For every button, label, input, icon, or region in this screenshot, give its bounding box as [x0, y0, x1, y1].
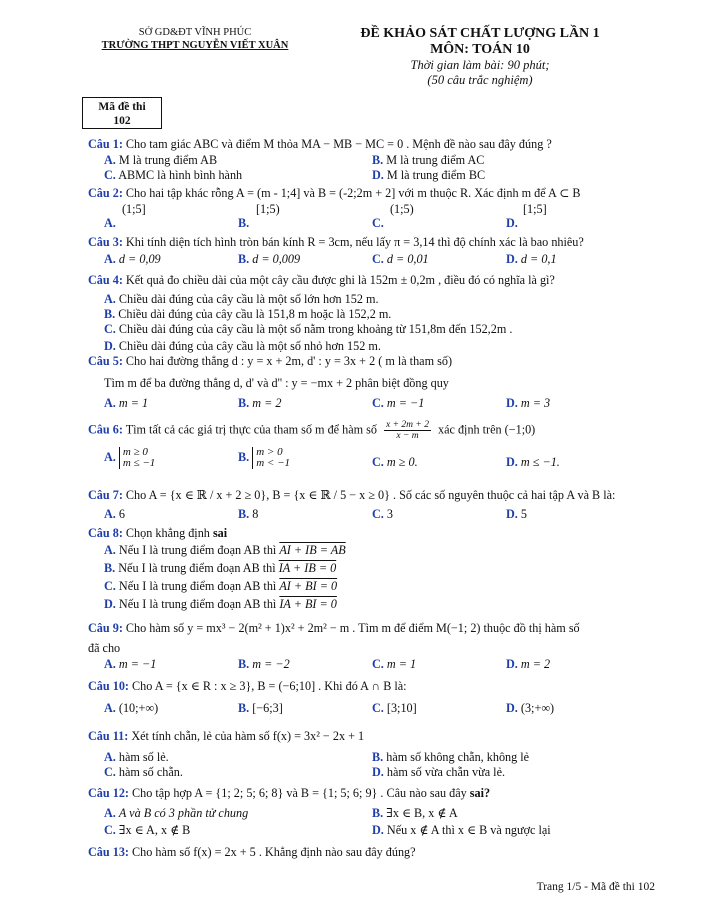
option-text: hàm số lẻ.	[118, 750, 169, 764]
option-label: C.	[104, 579, 116, 593]
fraction-numerator: x + 2m + 2	[386, 420, 429, 430]
option-text: Nếu I là trung điểm đoạn AB thì	[118, 579, 280, 593]
option-text: ABMC là hình bình hành	[118, 168, 243, 182]
option-text: [−6;3]	[252, 701, 283, 715]
q11-option-a[interactable]	[104, 750, 169, 765]
option-label: A.	[104, 396, 116, 410]
q6-option-c[interactable]	[372, 455, 418, 470]
option-text: hàm số vừa chẵn vừa lẻ.	[386, 765, 506, 779]
q-text-bold: sai	[212, 526, 228, 540]
q3-option-a[interactable]	[104, 252, 161, 267]
exam-code-box	[82, 97, 162, 129]
option-label: B.	[372, 806, 384, 820]
option-text: d = 0,01	[386, 252, 429, 266]
q-text: Xét tính chẵn, lẻ của hàm số f(x) = 3x² − 2x + 1	[131, 729, 365, 743]
option-label: A.	[104, 216, 116, 230]
question-6	[88, 420, 535, 441]
option-math: AI + IB = AB	[279, 543, 346, 557]
q10-option-b[interactable]	[238, 701, 283, 716]
option-label: B.	[104, 561, 116, 575]
option-label: D.	[372, 765, 384, 779]
q-number: Câu 5:	[88, 354, 123, 368]
option-text: Chiều dài đúng của cây cầu là 151,8 m hoặc là 152,2 m.	[118, 307, 392, 321]
q10-option-c[interactable]	[372, 701, 417, 716]
option-system	[119, 447, 155, 469]
q-number: Câu 12:	[88, 786, 129, 800]
option-label: A.	[104, 292, 116, 306]
option-text: Chiều dài đúng của cây cầu là một số nằm trong khoảng từ 151,8m đến 152,2m .	[118, 322, 513, 336]
question-5	[88, 354, 452, 369]
q-number: Câu 9:	[88, 621, 123, 635]
option-math: IA + BI = 0	[279, 597, 337, 611]
option-label: C.	[104, 765, 116, 779]
option-label: A.	[104, 449, 116, 464]
q-number: Câu 4:	[88, 273, 123, 287]
exam-title: ĐỀ KHẢO SÁT CHẤT LƯỢNG LẦN 1	[360, 26, 600, 41]
q5-option-d[interactable]	[506, 396, 550, 411]
option-label: B.	[238, 507, 250, 521]
q1-option-b[interactable]	[372, 153, 484, 168]
system-line: m ≥ 0	[122, 446, 148, 458]
q-text: Cho A = {x ∈ ℝ / x + 2 ≥ 0}, B = {x ∈ ℝ / 5 − x ≥ 0} . Số các số nguyên thuộc cả hai tập A và B là:	[125, 488, 616, 502]
option-text: Nếu x ∉ A thì x ∈ B và ngược lại	[386, 823, 551, 837]
option-text: m = 2	[520, 657, 551, 671]
option-text: d = 0,009	[252, 252, 301, 266]
q-text: Cho hàm số f(x) = 2x + 5 . Khẳng định nào sau đây đúng?	[132, 845, 416, 859]
q12-option-b[interactable]	[372, 806, 458, 821]
q2-option-b[interactable]	[238, 216, 249, 231]
q7-option-c[interactable]	[372, 507, 393, 522]
code-value: 102	[113, 115, 131, 127]
q-number: Câu 6:	[88, 422, 123, 437]
option-math: IA + IB = 0	[278, 561, 337, 575]
q11-option-d[interactable]	[372, 765, 505, 780]
option-text: 3	[386, 507, 393, 521]
option-label: C.	[104, 168, 116, 182]
q12-option-a[interactable]	[104, 806, 248, 821]
q2-option-a[interactable]	[104, 216, 116, 231]
option-text: 8	[252, 507, 259, 521]
option-label: A.	[104, 657, 116, 671]
fraction-denominator: x − m	[396, 431, 419, 441]
q4-option-d[interactable]	[104, 339, 381, 354]
question-4	[88, 273, 555, 288]
q6-option-b[interactable]	[238, 447, 290, 469]
q-number: Câu 3:	[88, 235, 123, 249]
option-text: m = 3	[520, 396, 551, 410]
option-text: d = 0,1	[520, 252, 557, 266]
option-label: B.	[372, 153, 384, 167]
option-text: [3;10]	[386, 701, 417, 715]
question-12	[88, 786, 490, 801]
question-1	[88, 137, 552, 152]
question-7	[88, 488, 615, 503]
q9-option-d[interactable]	[506, 657, 550, 672]
option-label: A.	[104, 701, 116, 715]
q1-option-c[interactable]	[104, 168, 242, 183]
option-text: (10;+∞)	[118, 701, 159, 715]
q-text: Tìm tất cả các giá trị thực của tham số m để hàm số	[125, 422, 377, 437]
q-text: Cho hai đường thẳng d : y = x + 2m, d' : y = 3x + 2 ( m là tham số)	[125, 354, 452, 368]
option-label: B.	[238, 701, 250, 715]
q-text: Khi tính diện tích hình tròn bán kính R = 3cm, nếu lấy π = 3,14 thì độ chính xác là bao nhiêu?	[125, 235, 584, 249]
q-text: Cho hàm số y = mx³ − 2(m² + 1)x² + 2m² − m . Tìm m để điểm M(−1; 2) thuộc đồ thị hàm số	[125, 621, 580, 635]
q4-option-a[interactable]	[104, 292, 379, 307]
option-text: Nếu I là trung điểm đoạn AB thì	[118, 597, 280, 611]
question-10	[88, 679, 407, 694]
header-left	[90, 26, 300, 52]
option-text: m = −1	[118, 657, 157, 671]
q-text: Cho tập hợp A = {1; 2; 5; 6; 8} và B = {1; 5; 6; 9} . Câu nào sau đây	[132, 786, 467, 800]
q9-option-a[interactable]	[104, 657, 156, 672]
q10-option-d[interactable]	[506, 701, 554, 716]
q-text: Chọn khẳng định	[125, 526, 210, 540]
option-label: B.	[238, 216, 250, 230]
question-9	[88, 621, 580, 636]
q-number: Câu 10:	[88, 679, 129, 693]
option-label: D.	[506, 507, 518, 521]
q9-option-c[interactable]	[372, 657, 416, 672]
option-label: D.	[506, 455, 518, 469]
option-label: A.	[104, 806, 116, 820]
option-label: B.	[372, 750, 384, 764]
q11-option-c[interactable]	[104, 765, 183, 780]
q-number: Câu 7:	[88, 488, 123, 502]
q7-option-d[interactable]	[506, 507, 527, 522]
q9-option-b[interactable]	[238, 657, 290, 672]
q5-option-a[interactable]	[104, 396, 148, 411]
option-label: D.	[506, 396, 518, 410]
option-label: C.	[372, 507, 384, 521]
q9-text-2: đã cho	[88, 641, 121, 655]
q-text-bold: sai?	[469, 786, 491, 800]
option-label: C.	[104, 322, 116, 336]
system-line: m > 0	[256, 446, 283, 458]
q3-option-b[interactable]	[238, 252, 300, 267]
option-text: (3;+∞)	[520, 701, 555, 715]
school-name: TRƯỜNG THPT NGUYỄN VIẾT XUÂN	[101, 40, 289, 51]
option-label: D.	[506, 657, 518, 671]
option-text: ∃x ∈ B, x ∉ A	[386, 806, 458, 820]
q3-option-d[interactable]	[506, 252, 557, 267]
system-line: m ≤ −1	[122, 457, 156, 469]
exam-subject: MÔN: TOÁN 10	[430, 42, 530, 57]
option-text: 6	[118, 507, 125, 521]
q2-value-b: [1;5)	[256, 202, 280, 216]
option-label: D.	[372, 823, 384, 837]
question-11	[88, 729, 364, 744]
option-label: D.	[506, 701, 518, 715]
option-text: m ≤ −1.	[520, 455, 560, 469]
q5-option-c[interactable]	[372, 396, 424, 411]
option-label: A.	[104, 252, 116, 266]
option-label: C.	[372, 701, 384, 715]
q6-option-d[interactable]	[506, 455, 560, 470]
option-label: B.	[238, 449, 250, 464]
q2-option-c[interactable]	[372, 216, 384, 231]
q-number: Câu 2:	[88, 186, 123, 200]
q12-option-c[interactable]	[104, 823, 190, 838]
option-text: M là trung điểm AC	[386, 153, 485, 167]
q2-value-c: (1;5)	[390, 202, 414, 216]
question-3	[88, 235, 584, 250]
q-text-end: xác định trên (−1;0)	[438, 422, 536, 437]
question-8	[88, 526, 227, 541]
option-text: Nếu I là trung điểm đoạn AB thì	[118, 561, 279, 575]
page-footer: Trang 1/5 - Mã đề thi 102	[536, 881, 655, 893]
q10-option-a[interactable]	[104, 701, 158, 716]
option-text: m = −2	[252, 657, 290, 671]
option-text: m = −1	[386, 396, 425, 410]
q7-option-a[interactable]	[104, 507, 125, 522]
q7-option-b[interactable]	[238, 507, 258, 522]
q-text: Cho tam giác ABC và điểm M thỏa MA − MB − MC = 0 . Mệnh đề nào sau đây đúng ?	[125, 137, 552, 151]
option-text: A và B có 3 phần tử chung	[118, 806, 249, 820]
q5-option-b[interactable]	[238, 396, 281, 411]
q11-option-b[interactable]	[372, 750, 529, 765]
q8-option-d[interactable]	[104, 597, 337, 612]
option-label: D.	[372, 168, 384, 182]
option-text: hàm số không chẵn, không lẻ	[386, 750, 530, 764]
q6-option-a[interactable]	[104, 447, 155, 469]
system-line: m < −1	[256, 457, 291, 469]
option-label: B.	[238, 657, 250, 671]
option-label: C.	[372, 216, 384, 230]
header-right	[320, 26, 640, 88]
q-number: Câu 11:	[88, 729, 129, 743]
q1-option-d[interactable]	[372, 168, 485, 183]
option-label: A.	[104, 153, 116, 167]
q8-option-c[interactable]	[104, 579, 337, 594]
option-label: C.	[104, 823, 116, 837]
dept-name: SỞ GD&ĐT VĨNH PHÚC	[138, 27, 252, 38]
code-label: Mã đề thi	[98, 101, 146, 113]
option-text: Chiều dài đúng của cây cầu là một số nhỏ hơn 152 m.	[118, 339, 381, 353]
question-2	[88, 186, 581, 201]
q4-option-c[interactable]	[104, 322, 512, 337]
option-text: Chiều dài đúng của cây cầu là một số lớn hơn 152 m.	[118, 292, 379, 306]
q12-option-d[interactable]	[372, 823, 551, 838]
option-label: B.	[104, 307, 116, 321]
q-number: Câu 13:	[88, 845, 129, 859]
option-label: B.	[238, 396, 250, 410]
q8-option-a[interactable]	[104, 543, 346, 558]
q1-option-a[interactable]	[104, 153, 217, 168]
option-text: m ≥ 0.	[386, 455, 418, 469]
q4-option-b[interactable]	[104, 307, 391, 322]
option-text: d = 0,09	[118, 252, 161, 266]
option-label: C.	[372, 396, 384, 410]
option-label: D.	[506, 252, 518, 266]
q5-text-2: Tìm m để ba đường thẳng d, d' và d'' : y = −mx + 2 phân biệt đồng quy	[104, 376, 449, 390]
option-label: D.	[506, 216, 518, 230]
option-label: B.	[238, 252, 250, 266]
q-number: Câu 8:	[88, 526, 123, 540]
option-text: m = 2	[252, 396, 282, 410]
option-label: A.	[104, 507, 116, 521]
option-label: A.	[104, 750, 116, 764]
q2-value-a: (1;5]	[122, 202, 146, 216]
option-label: A.	[104, 543, 116, 557]
option-text: ∃x ∈ A, x ∉ B	[118, 823, 191, 837]
option-system	[252, 447, 290, 469]
option-text: M là trung điểm AB	[118, 153, 218, 167]
option-text: 5	[520, 507, 527, 521]
exam-time: Thời gian làm bài: 90 phút;	[410, 58, 550, 72]
option-text: m = 1	[118, 396, 149, 410]
option-math: AI + BI = 0	[279, 579, 338, 593]
q2-value-d: [1;5]	[523, 202, 547, 216]
q6-fraction	[384, 420, 431, 441]
question-13	[88, 845, 416, 860]
q-text: Kết quả đo chiều dài của một cây cầu được ghi là 152m ± 0,2m , điều đó có nghĩa là gì?	[125, 273, 555, 287]
q-text: Cho A = {x ∈ R : x ≥ 3}, B = (−6;10] . Khi đó A ∩ B là:	[132, 679, 407, 693]
option-text: m = 1	[386, 657, 417, 671]
q3-option-c[interactable]	[372, 252, 429, 267]
option-text: M là trung điểm BC	[386, 168, 486, 182]
exam-count: (50 câu trắc nghiệm)	[427, 73, 533, 87]
q8-option-b[interactable]	[104, 561, 336, 576]
q2-option-d[interactable]	[506, 216, 518, 231]
q-text: Cho hai tập khác rỗng A = (m - 1;4] và B = (-2;2m + 2] với m thuộc R. Xác định m để A ⊂ B	[125, 186, 581, 200]
option-label: D.	[104, 597, 116, 611]
option-label: C.	[372, 252, 384, 266]
option-label: C.	[372, 657, 384, 671]
option-text: Nếu I là trung điểm đoạn AB thì	[118, 543, 280, 557]
option-text: hàm số chẵn.	[118, 765, 183, 779]
option-label: D.	[104, 339, 116, 353]
q-number: Câu 1:	[88, 137, 123, 151]
option-label: C.	[372, 455, 384, 469]
